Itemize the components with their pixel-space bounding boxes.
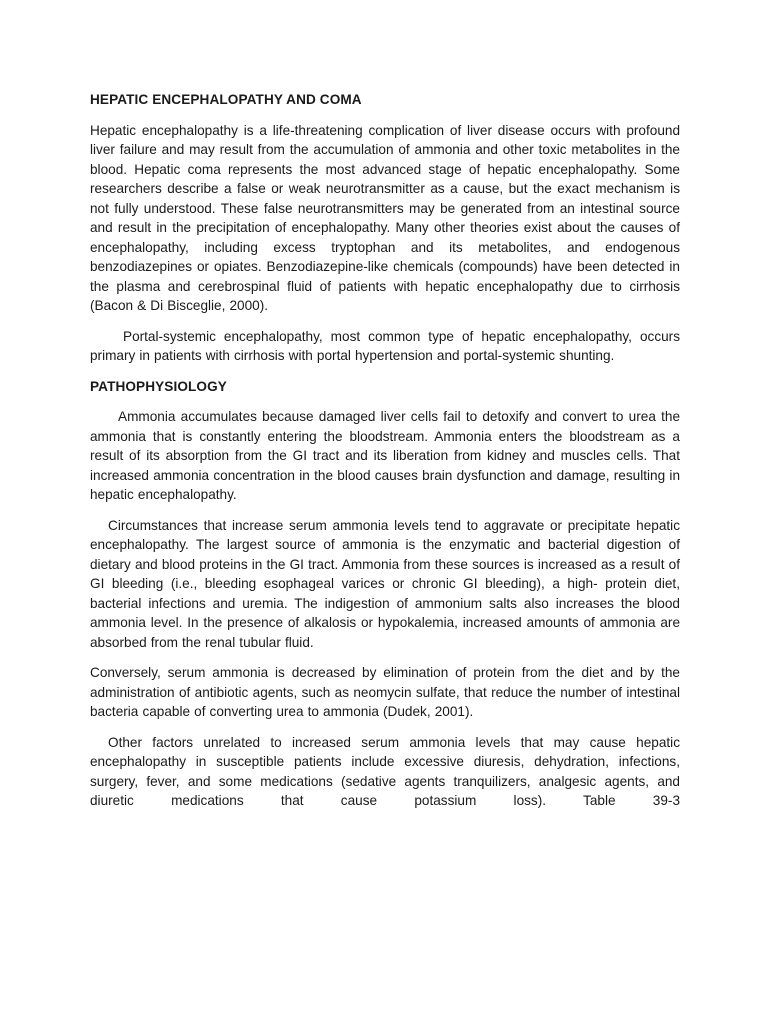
section-heading-hepatic-encephalopathy: HEPATIC ENCEPHALOPATHY AND COMA [90, 92, 362, 107]
section-heading-pathophysiology: PATHOPHYSIOLOGY [90, 378, 227, 394]
paragraph-other-factors: Other factors unrelated to increased serum ammonia levels that may cause hepatic encephalopathy in susceptible patients include excessive diuresis, dehydration, infections, surgery, fever, and some medications (sedative agents tranquilizers, analgesic agents, and diuretic medications that cause potassium loss). Table 39-3 [90, 734, 680, 808]
paragraph-ammonia-accumulates: Ammonia accumulates because damaged liver cells fail to detoxify and convert to urea the ammonia that is constantly entering the bloodstream. Ammonia enters the bloodstream as a result of its absorption from the GI tract and its liberation from kidney and muscles cells. That increased ammonia concentration in the blood causes brain dysfunction and damage, resulting in hepatic encephalopathy. [90, 409, 680, 502]
paragraph-intro: Hepatic encephalopathy is a life-threatening complication of liver disease occurs with profound liver failure and may result from the accumulation of ammonia and other toxic metabolites in the blood. Hepatic coma represents the most advanced stage of hepatic encephalopathy. Some researchers describe a false or weak neurotransmitter as a cause, but the exact mechanism is not fully understood. These false neurotransmitters may be generated from an intestinal source and result in the precipitation of encephalopathy. Many other theories exist about the causes of encephalopathy, including excess tryptophan and its metabolites, and endogenous benzodiazepines or opiates. Benzodiazepine-like chemicals (compounds) have been detected in the plasma and cerebrospinal fluid of patients with hepatic encephalopathy due to cirrhosis (Bacon & Di Bisceglie, 2000). [90, 122, 680, 313]
paragraph-circumstances: Circumstances that increase serum ammonia levels tend to aggravate or precipitate hepatic encephalopathy. The largest source of ammonia is the enzymatic and bacterial digestion of dietary and blood proteins in the GI tract. Ammonia from these sources is increased as a result of GI bleeding (i.e., bleeding esophageal varices or chronic GI bleeding), a high- protein diet, bacterial infections and uremia. The indigestion of ammonium salts also increases the blood ammonia level. In the presence of alkalosis or hypokalemia, increased amounts of ammonia are absorbed from the renal tubular fluid. [90, 517, 680, 650]
paragraph-conversely: Conversely, serum ammonia is decreased by elimination of protein from the diet and by the administration of antibiotic agents, such as neomycin sulfate, that reduce the number of intestinal bacteria capable of converting urea to ammonia (Dudek, 2001). [90, 665, 680, 719]
paragraph-portal-systemic: Portal-systemic encephalopathy, most common type of hepatic encephalopathy, occurs primary in patients with cirrhosis with portal hypertension and portal-systemic shunting. [90, 328, 680, 363]
